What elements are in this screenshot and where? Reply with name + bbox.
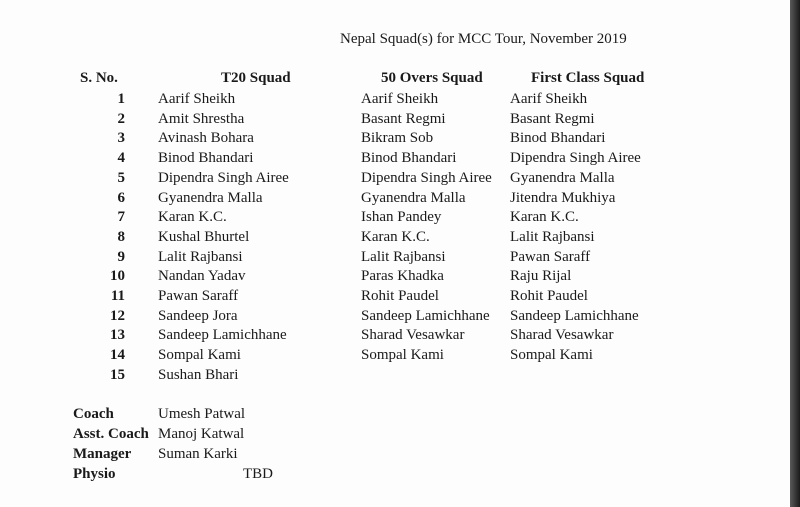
first-class-player: Lalit Rajbansi <box>510 228 595 245</box>
t20-player: Sandeep Lamichhane <box>158 327 287 344</box>
odi-player: Sompal Kami <box>361 347 444 364</box>
row-number: 13 <box>110 327 125 344</box>
staff-role: Physio <box>73 466 116 482</box>
row-number: 5 <box>117 169 125 186</box>
first-class-player: Sandeep Lamichhane <box>510 307 639 324</box>
first-class-player: Binod Bhandari <box>510 130 606 147</box>
row-number: 9 <box>117 248 125 265</box>
t20-player: Sompal Kami <box>158 347 241 364</box>
staff-role: Manager <box>73 446 132 462</box>
odi-player: Rohit Paudel <box>361 288 439 304</box>
odi-player: Bikram Sob <box>361 130 434 147</box>
header-sno: S. No. <box>80 70 118 86</box>
first-class-player: Jitendra Mukhiya <box>510 189 616 206</box>
row-number: 12 <box>110 307 125 324</box>
t20-player: Binod Bhandari <box>158 150 254 167</box>
odi-player: Dipendra Singh Airee <box>361 169 492 186</box>
odi-player: Sharad Vesawkar <box>361 327 465 344</box>
t20-player: Avinash Bohara <box>158 130 254 147</box>
row-number: 2 <box>117 110 125 127</box>
row-number: 11 <box>110 288 125 304</box>
odi-player: Ishan Pandey <box>361 209 442 226</box>
first-class-player: Karan K.C. <box>510 209 579 226</box>
t20-player: Karan K.C. <box>158 209 227 226</box>
odi-player: Basant Regmi <box>361 110 446 127</box>
t20-player: Lalit Rajbansi <box>158 248 243 265</box>
header-t20-squad: T20 Squad <box>221 70 291 86</box>
staff-name: TBD <box>243 466 273 482</box>
document-title: Nepal Squad(s) for MCC Tour, November 2019 <box>340 31 627 47</box>
staff-role: Coach <box>73 406 114 422</box>
odi-player: Lalit Rajbansi <box>361 248 446 265</box>
odi-player: Paras Khadka <box>361 268 444 285</box>
row-number: 15 <box>110 366 125 383</box>
row-number: 8 <box>117 228 125 245</box>
odi-player: Binod Bhandari <box>361 150 457 167</box>
first-class-player: Aarif Sheikh <box>510 91 588 107</box>
staff-name: Umesh Patwal <box>158 406 246 422</box>
t20-player: Aarif Sheikh <box>158 91 236 107</box>
row-number: 7 <box>117 209 125 226</box>
header-first-class-squad: First Class Squad <box>531 70 645 86</box>
page-edge-shadow <box>790 0 800 507</box>
t20-player: Kushal Bhurtel <box>158 228 250 245</box>
row-number: 10 <box>110 268 125 285</box>
first-class-player: Raju Rijal <box>510 268 572 285</box>
t20-player: Pawan Saraff <box>158 288 239 304</box>
row-number: 6 <box>117 189 125 206</box>
row-number: 14 <box>110 347 125 364</box>
header-50-overs-squad: 50 Overs Squad <box>381 70 483 86</box>
first-class-player: Basant Regmi <box>510 110 595 127</box>
row-number: 4 <box>117 150 125 167</box>
odi-player: Gyanendra Malla <box>361 189 466 206</box>
t20-player: Dipendra Singh Airee <box>158 169 289 186</box>
row-number: 3 <box>117 130 125 147</box>
odi-player: Sandeep Lamichhane <box>361 307 490 324</box>
t20-player: Sandeep Jora <box>158 307 238 324</box>
staff-name: Manoj Katwal <box>158 426 245 442</box>
odi-player: Karan K.C. <box>361 228 430 245</box>
first-class-player: Dipendra Singh Airee <box>510 150 641 167</box>
first-class-player: Rohit Paudel <box>510 288 588 304</box>
row-number: 1 <box>117 91 125 107</box>
t20-player: Sushan Bhari <box>158 366 239 383</box>
first-class-player: Gyanendra Malla <box>510 169 615 186</box>
t20-player: Nandan Yadav <box>158 268 246 285</box>
first-class-player: Sharad Vesawkar <box>510 327 614 344</box>
staff-name: Suman Karki <box>158 446 238 462</box>
t20-player: Gyanendra Malla <box>158 189 263 206</box>
odi-player: Aarif Sheikh <box>361 91 439 107</box>
t20-player: Amit Shrestha <box>158 110 245 127</box>
staff-role: Asst. Coach <box>73 426 149 442</box>
first-class-player: Pawan Saraff <box>510 248 591 265</box>
first-class-player: Sompal Kami <box>510 347 593 364</box>
